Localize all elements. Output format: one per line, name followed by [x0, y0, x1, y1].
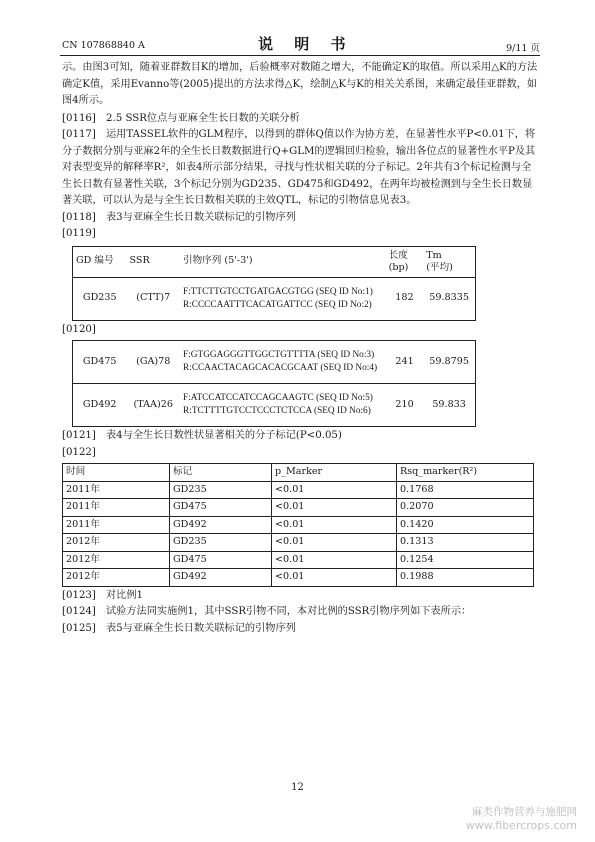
- paragraph-0122: [62, 445, 540, 462]
- primer-table-part1: [72, 246, 476, 321]
- col-ssr: SSR: [126, 246, 180, 277]
- cell-tm: 59.8795: [423, 341, 475, 384]
- cell-rsq: 0.1313: [397, 534, 534, 552]
- paragraph-tag: [0116]: [62, 112, 96, 124]
- cell-rsq: 0.1254: [397, 551, 534, 569]
- table-row: [63, 516, 534, 534]
- table-row: [63, 481, 534, 499]
- col-primer: 引物序列 (5'-3'): [180, 246, 386, 277]
- primer-table-part2: [72, 340, 476, 427]
- cell-tm: 59.833: [423, 384, 475, 427]
- col-p-marker: p_Marker: [272, 464, 397, 482]
- paragraph-tag: [0122]: [62, 446, 96, 458]
- cell-primer: [180, 341, 386, 384]
- cell-primer: [180, 277, 386, 320]
- watermark-title: 麻类作物营养与施肥网: [472, 806, 577, 818]
- section-heading: 2.5 SSR位点与亚麻全生长日数的关联分析: [106, 112, 300, 124]
- cell-rsq: 0.2070: [397, 499, 534, 517]
- cell-p: <0.01: [272, 551, 397, 569]
- cell-length: 210: [386, 384, 423, 427]
- section-heading: 对比例1: [106, 589, 144, 601]
- cell-tm: 59.8335: [423, 277, 475, 320]
- marker-association-table: [62, 463, 534, 587]
- watermark-url: www.fibercrops.com: [465, 819, 577, 832]
- cell-ssr: (TAA)26: [126, 384, 180, 427]
- table-row: [63, 499, 534, 517]
- cell-rsq: 0.1768: [397, 481, 534, 499]
- paragraph-tag: [0120]: [62, 323, 96, 335]
- col-year: 时间: [63, 464, 170, 482]
- primer-forward: F:TTCTTGTCCTGATGACGTGG (SEQ ID No:1): [182, 286, 373, 297]
- paragraph-0125: [62, 621, 540, 638]
- paragraph-0117: [62, 127, 540, 210]
- paragraph-tag: [0123]: [62, 589, 96, 601]
- cell-rsq: 0.1988: [397, 569, 534, 587]
- col-length-l1: 长度: [388, 249, 408, 261]
- col-marker: 标记: [170, 464, 272, 482]
- paragraph-text: 试验方法同实施例1，其中SSR引物不同，本对比例的SSR引物序列如下表所示：: [106, 606, 472, 617]
- document-title: 说 明 书: [258, 35, 354, 53]
- col-rsq-marker: Rsq_marker(R²): [397, 464, 534, 482]
- cell-marker: GD475: [170, 499, 272, 517]
- paragraph-tag: [0125]: [62, 622, 96, 634]
- paragraph-tag: [0119]: [62, 228, 96, 239]
- cell-year: 2012年: [63, 569, 170, 587]
- col-length-l2: (bp): [388, 261, 409, 273]
- cell-p: <0.01: [272, 481, 397, 499]
- patent-number: CN 107868840 A: [62, 40, 145, 51]
- primer-forward: F:ATCCATCCATCCAGCAAGTC (SEQ ID No:5): [183, 393, 373, 403]
- col-length: [386, 246, 424, 277]
- cell-year: 2011年: [63, 499, 170, 517]
- table-row: [73, 384, 476, 427]
- cell-rsq: 0.1420: [397, 516, 534, 534]
- cell-gd: GD235: [73, 277, 127, 320]
- cell-marker: GD492: [170, 516, 272, 534]
- cell-p: <0.01: [272, 499, 397, 517]
- table-row: [73, 277, 476, 320]
- paragraph-tag: [0118]: [62, 211, 96, 223]
- paragraph-intro: 示。由图3可知，随着亚群数目K的增加，后验概率对数随之增大，不能确定K的取值。所以采用△K的方法确定K值，采用Evanno等(2005)提出的方法求得△K，绘制△K与K的相关关系图，来确定最佳亚群数，如图4所示。: [62, 62, 538, 106]
- cell-ssr: (GA)78: [126, 341, 180, 384]
- cell-p: <0.01: [272, 534, 397, 552]
- table-row: [63, 551, 534, 569]
- cell-gd: GD475: [73, 341, 127, 384]
- paragraph-0118: [62, 210, 540, 227]
- page-number: 12: [291, 782, 304, 793]
- watermark: [466, 806, 577, 832]
- paragraph-0121: [62, 428, 540, 445]
- paragraph-0120: [62, 322, 540, 339]
- col-tm-l1: Tm: [426, 249, 442, 261]
- primer-reverse: R:CCAACTACAGCACACGCAAT (SEQ ID No:4): [183, 363, 378, 373]
- col-gd: GD 编号: [73, 246, 127, 277]
- cell-year: 2011年: [63, 516, 170, 534]
- col-tm-l2: (平均): [426, 261, 453, 273]
- cell-year: 2011年: [63, 481, 170, 499]
- cell-year: 2012年: [63, 551, 170, 569]
- table-row: [73, 341, 476, 384]
- cell-p: <0.01: [272, 569, 397, 587]
- cell-marker: GD475: [170, 551, 272, 569]
- table-caption: 表3与亚麻全生长日数关联标记的引物序列: [106, 211, 296, 223]
- paragraph-tag: [0121]: [62, 430, 96, 441]
- primer-forward: F:GTGGAGGGTTGGCTGTTTTA (SEQ ID No:3): [183, 350, 375, 360]
- primer-reverse: R:TCTTTTGTCCTCCCTCTCCA (SEQ ID No:6): [183, 406, 371, 416]
- table-caption: 表5与亚麻全生长日数关联标记的引物序列: [106, 622, 296, 634]
- cell-marker: GD492: [170, 569, 272, 587]
- cell-p: <0.01: [272, 516, 397, 534]
- paragraph-0123: [62, 588, 540, 605]
- paragraph-0119: [62, 226, 540, 243]
- cell-primer: [180, 384, 386, 427]
- body-content: [62, 60, 540, 637]
- paragraph-tag: [0117]: [62, 129, 96, 140]
- table-header-row: [73, 246, 476, 277]
- paragraph-tag: [0124]: [62, 606, 96, 617]
- col-tm: [423, 246, 475, 277]
- cell-marker: GD235: [170, 481, 272, 499]
- cell-marker: GD235: [170, 534, 272, 552]
- table-caption: 表4与全生长日数性状显著相关的分子标记(P<0.05): [106, 430, 342, 441]
- cell-length: 241: [386, 341, 423, 384]
- cell-length: 182: [386, 277, 424, 320]
- primer-reverse: R:CCCCAATTTCACATGATTCC (SEQ ID No:2): [182, 299, 372, 310]
- table-row: [63, 534, 534, 552]
- cell-ssr: (CTT)7: [126, 277, 180, 320]
- header-divider: [60, 55, 540, 56]
- paragraph-text: 运用TASSEL软件的GLM程序，以得到的群体Q值以作为协方差，在显著性水平P<0.01下，将分子数据分别与亚麻2年的全生长日数数据进行Q+GLM的逻辑回归检验，输出各位点的显著性水平P及其对表型变异的解释率R²，如表4所示部分结果，寻找与性状相关联的分子标记。2年共有3个标记检测与全生长日数有显著性关联，3个标记分别为GD235、GD475和GD492，在两年均被检测到与全生长日数显著关联，可以认为是与全生长日数相关联的主效QTL，标记的引物信息见表3。: [62, 129, 536, 206]
- table-row: [63, 569, 534, 587]
- cell-year: 2012年: [63, 534, 170, 552]
- page-indicator: 9/11 页: [506, 43, 540, 54]
- paragraph-0124: [62, 604, 540, 621]
- paragraph-0116: [62, 111, 540, 128]
- table-header-row: [63, 464, 534, 482]
- cell-gd: GD492: [73, 384, 127, 427]
